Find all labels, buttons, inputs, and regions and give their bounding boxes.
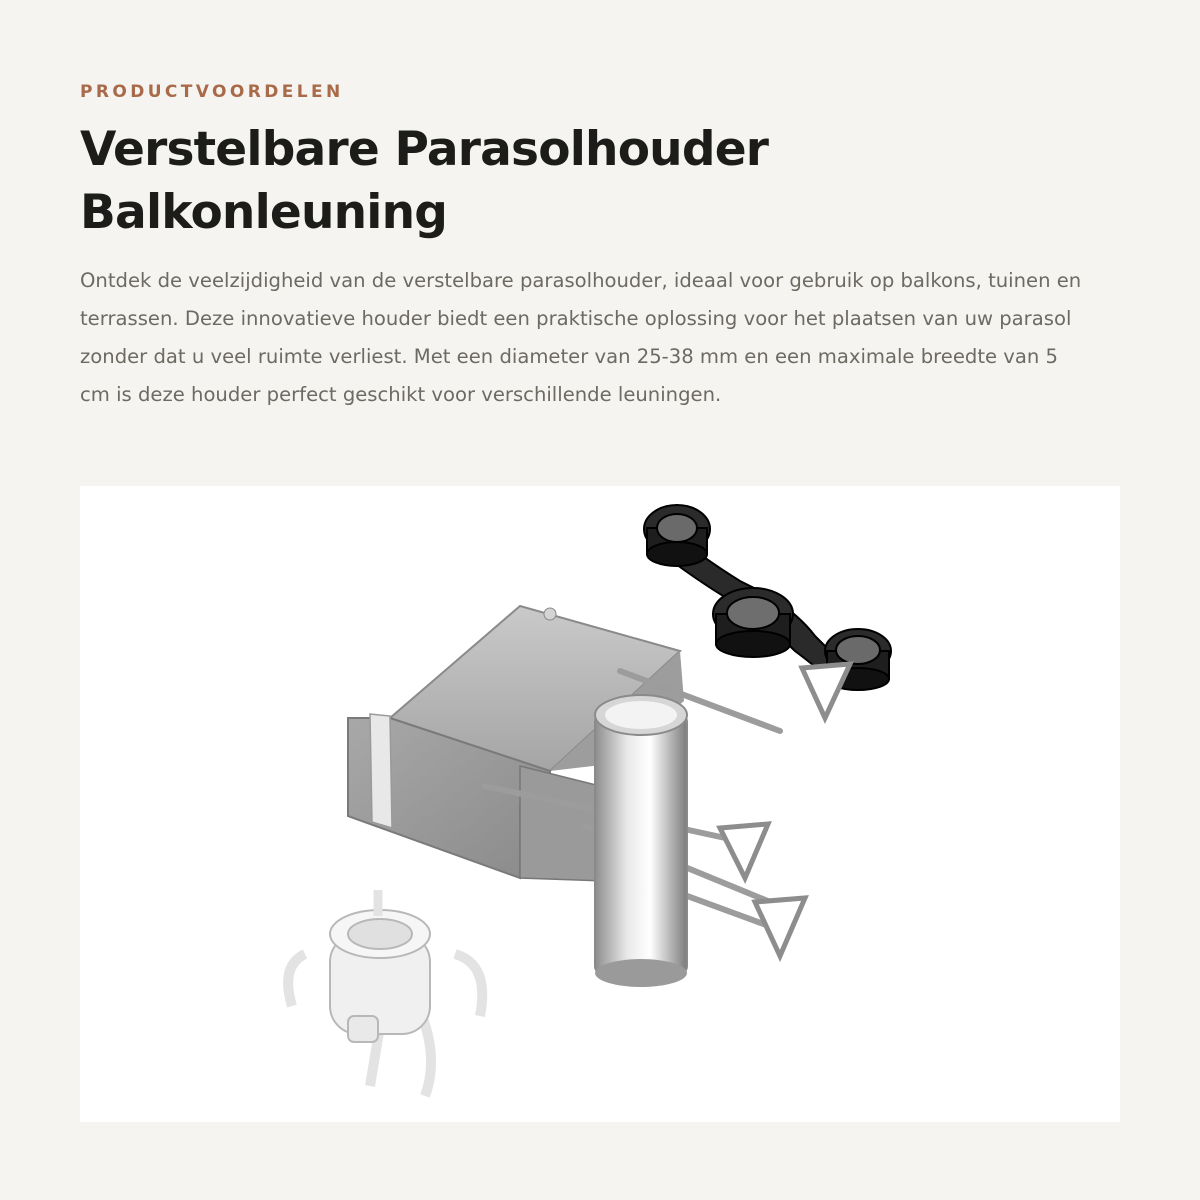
product-image bbox=[80, 486, 1120, 1122]
product-description: Ontdek de veelzijdigheid van de verstelbare parasolhouder, ideaal voor gebruik op balkons, tuinen en terrassen. Deze innovatieve houder biedt een praktische oplossing voor het plaatsen van uw parasol zonder dat u veel ruimte verliest. Met een diameter van 25-38 mm en een maximale breedte van 5 cm is deze houder perfect geschikt voor verschillende leuningen. bbox=[80, 269, 1082, 406]
title-line-2: Balkonleuning bbox=[80, 185, 448, 240]
page-title bbox=[80, 118, 1120, 244]
title-line-1: Verstelbare Parasolhouder bbox=[80, 122, 769, 177]
parasol-holder-illustration bbox=[80, 486, 1120, 1122]
section-eyebrow: PRODUCTVOORDELEN bbox=[80, 82, 344, 102]
ground-spike-adapter bbox=[288, 890, 482, 1096]
parasol-tube bbox=[595, 695, 687, 987]
rubber-rings bbox=[644, 505, 891, 690]
